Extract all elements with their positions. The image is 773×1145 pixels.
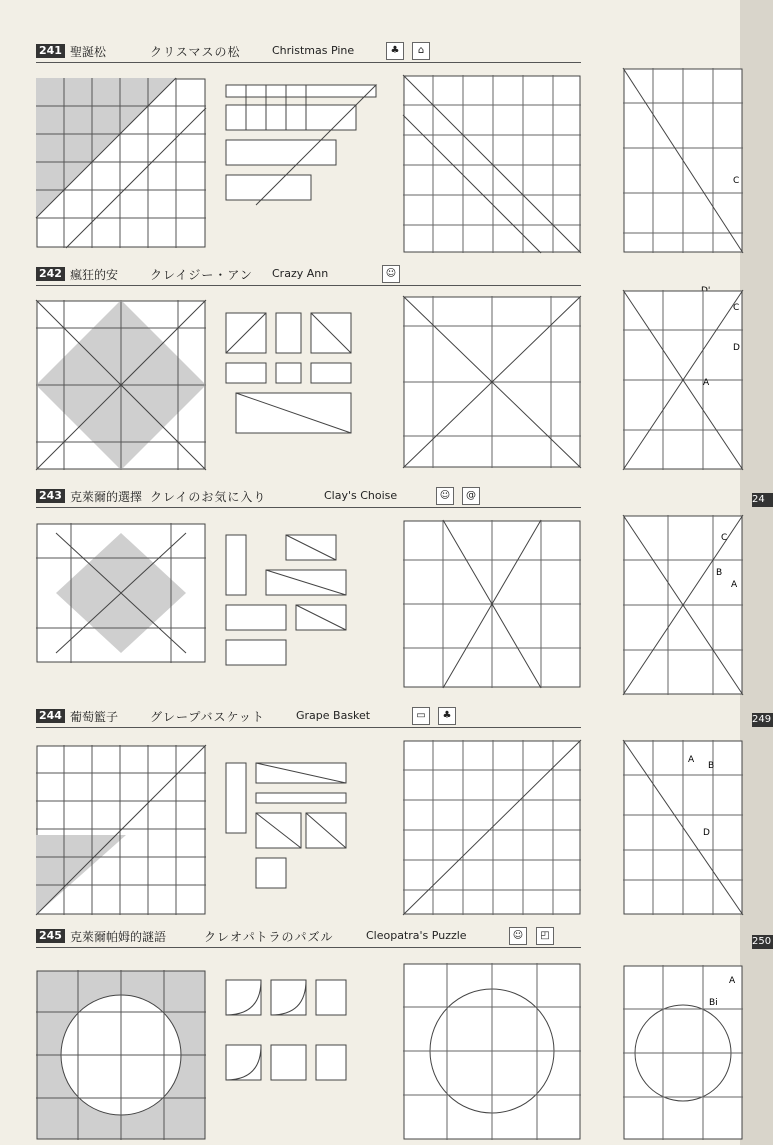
right-pattern-2: [623, 290, 758, 470]
pieces-diagram: [226, 763, 356, 888]
title-english: Christmas Pine: [272, 44, 355, 57]
title-japanese: クレイのお気に入り: [150, 490, 267, 504]
title-chinese: 瘋狂的安: [70, 268, 119, 282]
title-english: Cleopatra's Puzzle: [366, 929, 467, 942]
block-diagram: [36, 745, 206, 915]
block-diagram: [36, 970, 206, 1140]
pattern-label: D: [733, 343, 740, 353]
entry-header: [36, 40, 581, 63]
pattern-label: Bi: [709, 998, 718, 1008]
entry-242: [36, 263, 581, 468]
face-icon: ☺: [382, 265, 400, 283]
entry-244: [36, 705, 581, 915]
entry-header: [36, 263, 581, 286]
entry-243: [36, 485, 581, 690]
pattern-label: C: [721, 533, 728, 543]
entry-number: 243: [36, 489, 65, 503]
pieces-diagram: [226, 535, 356, 665]
pattern-label: A: [729, 976, 736, 986]
title-japanese: クレイジー・アン: [150, 268, 253, 282]
title-chinese: 克萊爾帕姆的謎語: [70, 930, 167, 944]
pattern-diagram: [403, 963, 581, 1140]
title-japanese: グレープバスケット: [150, 710, 265, 724]
pattern-diagram: [403, 520, 581, 688]
block-diagram: [36, 78, 206, 248]
pattern-label: A: [688, 755, 695, 765]
right-edge-number: 249: [752, 714, 772, 725]
title-chinese: 葡萄籃子: [70, 710, 119, 724]
face-icon: ☺: [436, 487, 454, 505]
pieces-diagram: [226, 980, 346, 1100]
pattern-label: B: [708, 761, 715, 771]
title-english: Crazy Ann: [272, 267, 329, 280]
entry-number: 245: [36, 929, 65, 943]
entry-header: [36, 925, 581, 948]
entry-header: [36, 485, 581, 508]
pattern-label: C: [733, 176, 740, 186]
title-english: Grape Basket: [296, 709, 371, 722]
tree-icon: ♣: [438, 707, 456, 725]
entry-245: [36, 925, 581, 1140]
pattern-label: B: [716, 568, 723, 578]
block-diagram: [36, 523, 206, 663]
tree-icon: ♣: [386, 42, 404, 60]
pattern-label: C: [733, 303, 740, 313]
cup-icon: ▭: [412, 707, 430, 725]
pieces-diagram: [226, 85, 376, 210]
title-japanese: クレオパトラのパズル: [204, 930, 334, 944]
pattern-label: D: [703, 828, 710, 838]
title-chinese: 聖誕松: [70, 45, 107, 59]
right-pattern-1: [623, 68, 758, 253]
right-edge-number: 24: [752, 493, 773, 507]
right-edge-number: 250: [752, 936, 772, 947]
entry-number: 244: [36, 709, 65, 723]
puzzle-icon: ◰: [536, 927, 554, 945]
house-icon: ⌂: [412, 42, 430, 60]
entry-header: [36, 705, 581, 728]
pattern-diagram: [403, 740, 581, 915]
entry-241: [36, 40, 581, 245]
title-japanese: クリスマスの松: [150, 45, 241, 59]
pattern-diagram: [403, 75, 581, 253]
right-pattern-3: [623, 515, 758, 695]
entry-number: 241: [36, 44, 65, 58]
pattern-diagram: [403, 296, 581, 468]
title-english: Clay's Choise: [324, 489, 398, 502]
block-diagram: [36, 300, 206, 470]
pieces-diagram: [226, 313, 366, 433]
right-pattern-5: [623, 965, 758, 1140]
face-icon: ☺: [509, 927, 527, 945]
right-pattern-4: [623, 740, 758, 915]
swirl-icon: @: [462, 487, 480, 505]
entry-number: 242: [36, 267, 65, 281]
pattern-label: A: [731, 580, 738, 590]
pattern-label: A: [703, 378, 710, 388]
title-chinese: 克萊爾的選擇: [70, 490, 143, 504]
